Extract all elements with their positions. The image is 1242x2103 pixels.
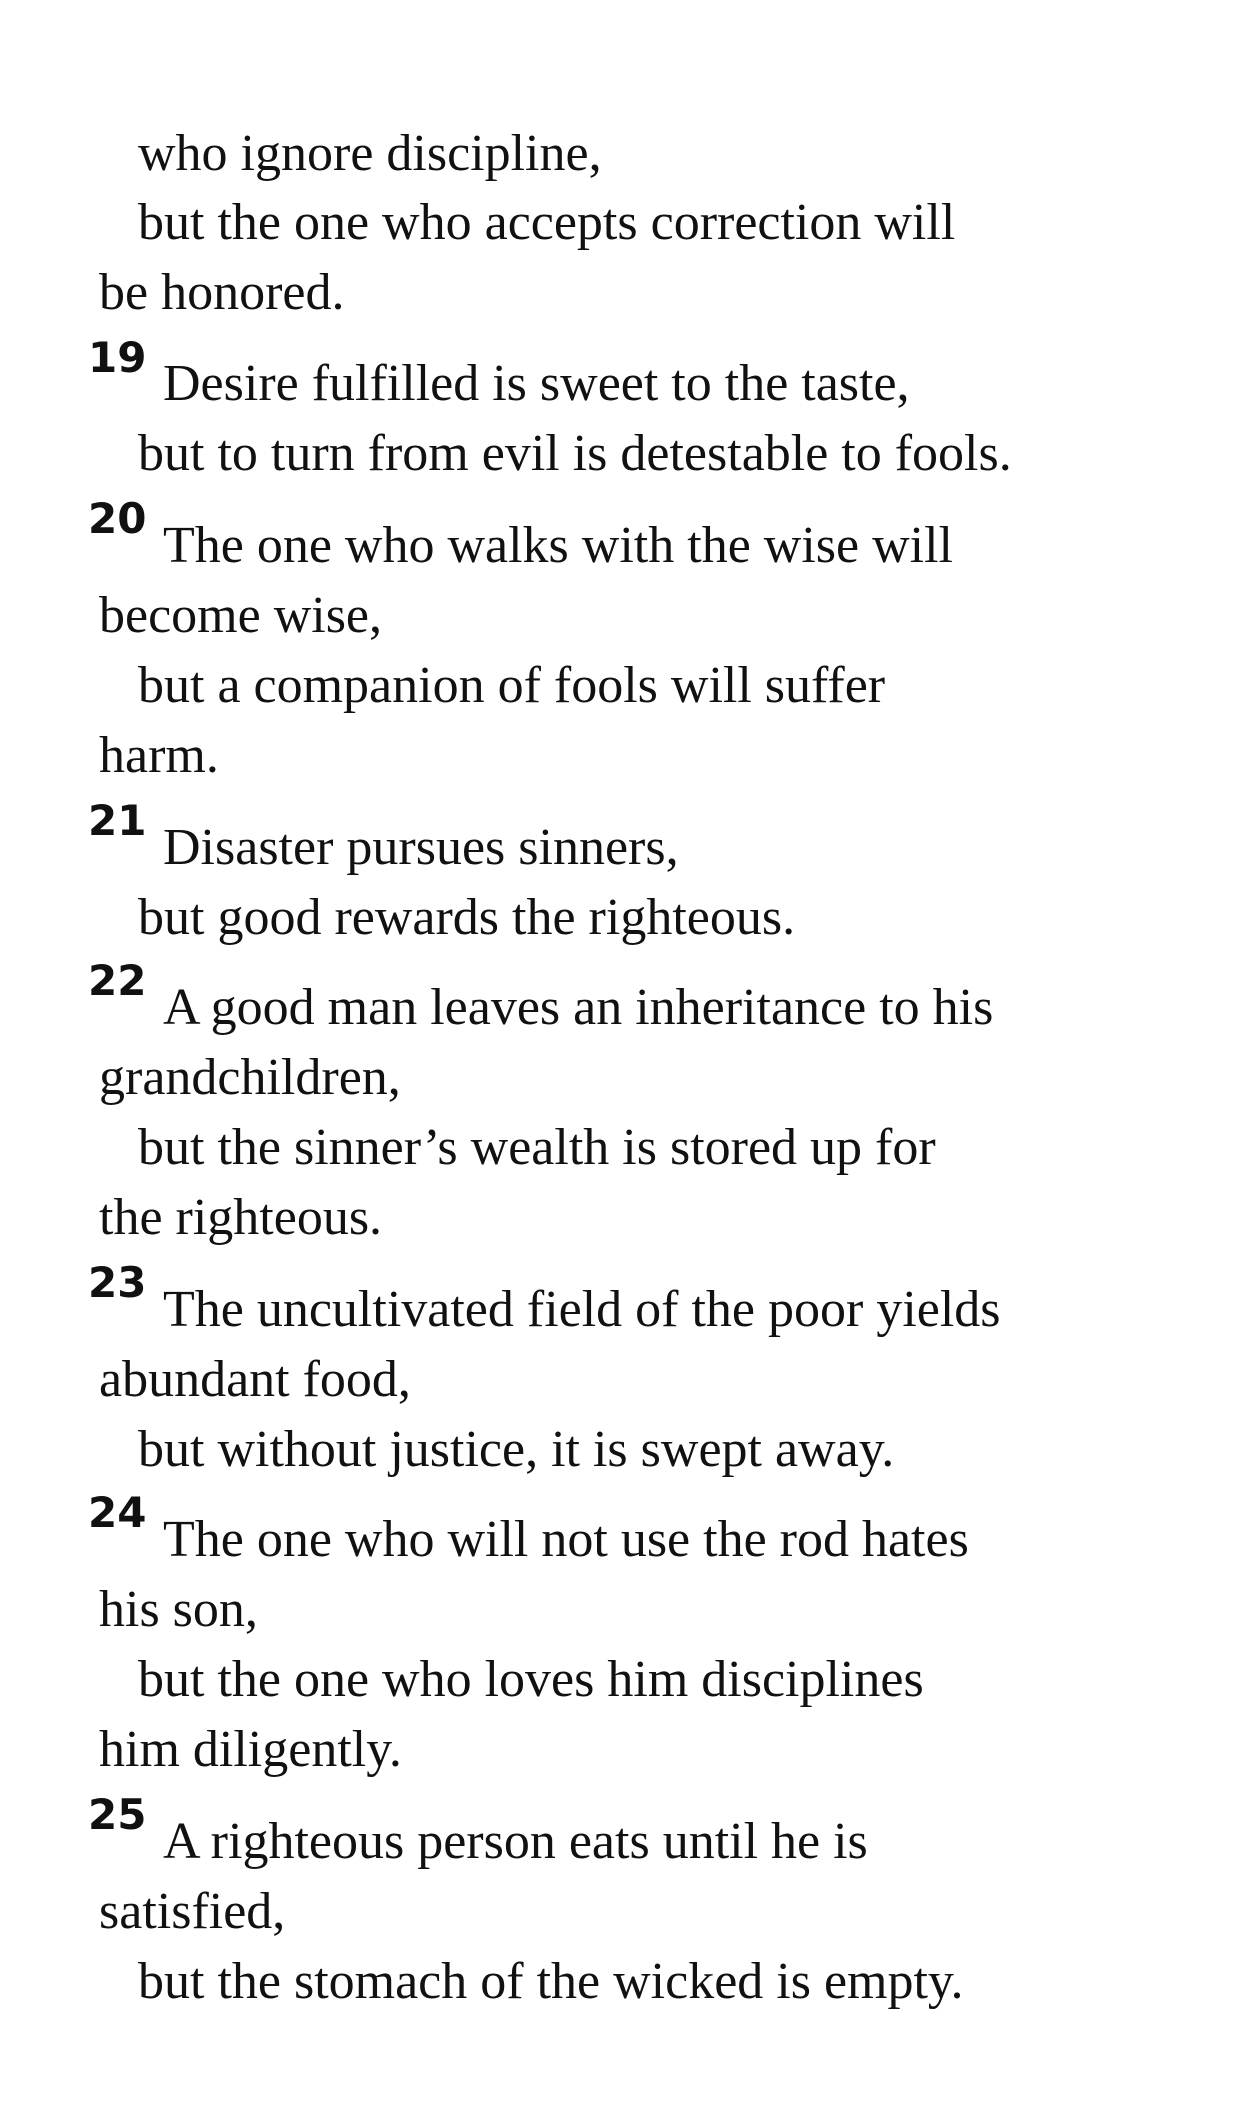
- text-line: but without justice, it is swept away.: [138, 1421, 895, 1478]
- text-line: A good man leaves an inheritance to his: [163, 979, 994, 1036]
- verse-number: 24: [88, 1488, 147, 1537]
- text-line: harm.: [99, 727, 219, 784]
- verse-number: 21: [88, 796, 147, 845]
- text-line: but the one who accepts correction will: [138, 194, 956, 251]
- text-line: The one who will not use the rod hates: [163, 1511, 969, 1568]
- text-line: but the sinner’s wealth is stored up for: [138, 1119, 936, 1176]
- verse-number: 23: [88, 1258, 147, 1307]
- verse-number: 20: [88, 494, 147, 543]
- text-line: The one who walks with the wise will: [163, 517, 953, 574]
- text-line: him diligently.: [99, 1721, 402, 1778]
- text-line: A righteous person eats until he is: [163, 1813, 868, 1870]
- text-line: the righteous.: [99, 1189, 383, 1246]
- verse-number: 22: [88, 956, 147, 1005]
- text-line: but a companion of fools will suffer: [138, 657, 886, 714]
- text-line: satisfied,: [99, 1883, 286, 1940]
- text-line: but the stomach of the wicked is empty.: [138, 1953, 964, 2010]
- text-line: but the one who loves him disciplines: [138, 1651, 924, 1708]
- verse-number: 19: [88, 333, 147, 382]
- text-line: The uncultivated field of the poor yields: [163, 1281, 1001, 1338]
- text-line: his son,: [99, 1581, 258, 1638]
- text-line: who ignore discipline,: [138, 125, 602, 182]
- text-line: but to turn from evil is detestable to fools.: [138, 425, 1012, 482]
- text-line: grandchildren,: [99, 1049, 401, 1106]
- text-line: Disaster pursues sinners,: [163, 819, 679, 876]
- text-line: become wise,: [99, 587, 383, 644]
- text-line: be honored.: [99, 264, 345, 321]
- verse-number: 25: [88, 1790, 147, 1839]
- text-line: abundant food,: [99, 1351, 411, 1408]
- text-line: but good rewards the righteous.: [138, 889, 796, 946]
- text-line: Desire fulfilled is sweet to the taste,: [163, 355, 910, 412]
